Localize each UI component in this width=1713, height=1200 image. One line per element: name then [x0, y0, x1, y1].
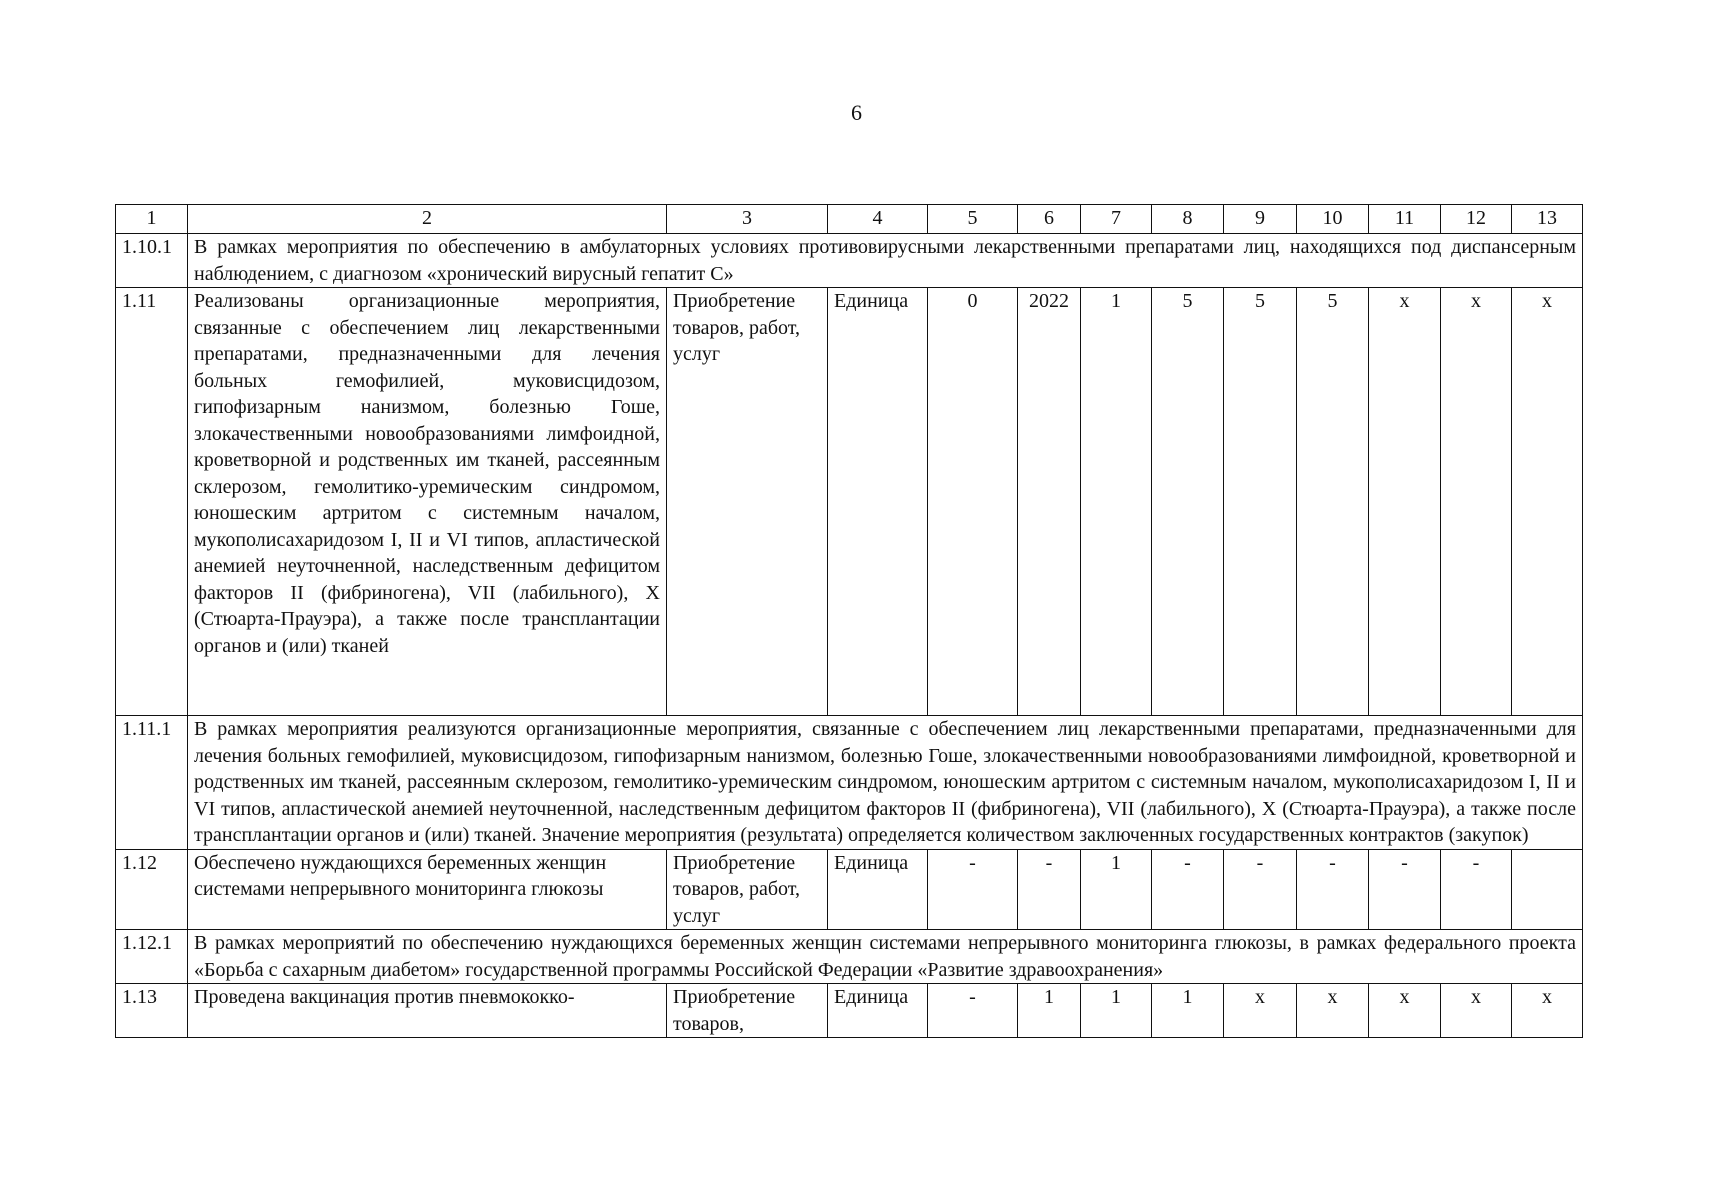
column-number: 11 — [1369, 205, 1441, 234]
row-description: В рамках мероприятия реализуются организационные мероприятия, связанные с обеспечением лиц лекарственными препаратами, предназначенными для лечения больных гемофилией, муковисцидозом, гипофизарным нанизмом, болезнью Гоше, злокачественными новообразованиями лимфоидной, кроветворной и родственных им тканей, рассеянным склерозом, гемолитико-уремическим синдромом, юношеским артритом с системным началом, мукополисахаридозом I, II и VI типов, апластической анемией неуточненной, наследственным дефицитом факторов II (фибриногена), VII (лабильного), X (Стюарта-Прауэра), а также после трансплантации органов и (или) тканей. Значение мероприятия (результата) определяется количеством заключенных государственных контрактов (закупок) — [188, 716, 1583, 850]
row-number: 1.11 — [116, 288, 188, 716]
cell-c6: 1 — [1018, 984, 1081, 1038]
column-number-row — [116, 205, 1583, 234]
result-type: Приобретение товаров, работ, услуг — [667, 288, 828, 716]
column-number: 1 — [116, 205, 188, 234]
cell-c13 — [1512, 849, 1583, 930]
column-number: 7 — [1081, 205, 1152, 234]
cell-c12: - — [1441, 849, 1512, 930]
table-row-1-13 — [116, 984, 1583, 1038]
column-number: 13 — [1512, 205, 1583, 234]
column-number: 9 — [1224, 205, 1297, 234]
cell-c6: 2022 — [1018, 288, 1081, 716]
cell-c10: х — [1297, 984, 1369, 1038]
cell-c11: х — [1369, 288, 1441, 716]
cell-c13: х — [1512, 288, 1583, 716]
result-name: Реализованы организационные мероприятия, связанные с обеспечением лиц лекарственными препаратами, предназначенными для лечения больных гемофилией, муковисцидозом, гипофизарным нанизмом, болезнью Гоше, злокачественными новообразованиями лимфоидной, кроветворной и родственных им тканей, рассеянным склерозом, гемолитико-уремическим синдромом, юношеским артритом с системным началом, мукополисахаридозом I, II и VI типов, апластической анемией неуточненной, наследственным дефицитом факторов II (фибриногена), VII (лабильного), X (Стюарта-Прауэра), а также после трансплантации органов и (или) тканей — [188, 288, 667, 716]
cell-c8: - — [1152, 849, 1224, 930]
cell-c5: - — [928, 984, 1018, 1038]
result-name: Проведена вакцинация против пневмококко- — [188, 984, 667, 1038]
row-number: 1.12 — [116, 849, 188, 930]
result-name: Обеспечено нуждающихся беременных женщин системами непрерывного мониторинга глюкозы — [188, 849, 667, 930]
cell-c12: х — [1441, 984, 1512, 1038]
table-row-1-10-1 — [116, 234, 1583, 288]
table-row-1-12-1 — [116, 930, 1583, 984]
page-number: 6 — [851, 100, 862, 125]
column-number: 3 — [667, 205, 828, 234]
column-number: 6 — [1018, 205, 1081, 234]
cell-c9: х — [1224, 984, 1297, 1038]
column-number: 10 — [1297, 205, 1369, 234]
table-row-1-11-1 — [116, 716, 1583, 850]
cell-c9: 5 — [1224, 288, 1297, 716]
cell-c10: - — [1297, 849, 1369, 930]
cell-c7: 1 — [1081, 288, 1152, 716]
column-number: 12 — [1441, 205, 1512, 234]
column-number: 8 — [1152, 205, 1224, 234]
row-description: В рамках мероприятия по обеспечению в амбулаторных условиях противовирусными лекарственными препаратами лиц, находящихся под диспансерным наблюдением, с диагнозом «хронический вирусный гепатит С» — [188, 234, 1583, 288]
cell-c11: - — [1369, 849, 1441, 930]
measures-table — [115, 204, 1583, 1038]
cell-c12: х — [1441, 288, 1512, 716]
column-number: 5 — [928, 205, 1018, 234]
cell-c8: 5 — [1152, 288, 1224, 716]
cell-c10: 5 — [1297, 288, 1369, 716]
unit: Единица — [828, 288, 928, 716]
row-number: 1.12.1 — [116, 930, 188, 984]
cell-c5: 0 — [928, 288, 1018, 716]
cell-c5: - — [928, 849, 1018, 930]
cell-c7: 1 — [1081, 984, 1152, 1038]
row-number: 1.13 — [116, 984, 188, 1038]
cell-c8: 1 — [1152, 984, 1224, 1038]
result-type: Приобретение товаров, работ, услуг — [667, 849, 828, 930]
column-number: 4 — [828, 205, 928, 234]
cell-c9: - — [1224, 849, 1297, 930]
row-number: 1.10.1 — [116, 234, 188, 288]
result-type: Приобретение товаров, — [667, 984, 828, 1038]
unit: Единица — [828, 984, 928, 1038]
cell-c13: х — [1512, 984, 1583, 1038]
column-number: 2 — [188, 205, 667, 234]
cell-c7: 1 — [1081, 849, 1152, 930]
cell-c6: - — [1018, 849, 1081, 930]
unit: Единица — [828, 849, 928, 930]
cell-c11: х — [1369, 984, 1441, 1038]
table-row-1-11 — [116, 288, 1583, 716]
table-row-1-12 — [116, 849, 1583, 930]
row-description: В рамках мероприятий по обеспечению нуждающихся беременных женщин системами непрерывного мониторинга глюкозы, в рамках федерального проекта «Борьба с сахарным диабетом» государственной программы Российской Федерации «Развитие здравоохранения» — [188, 930, 1583, 984]
row-number: 1.11.1 — [116, 716, 188, 850]
